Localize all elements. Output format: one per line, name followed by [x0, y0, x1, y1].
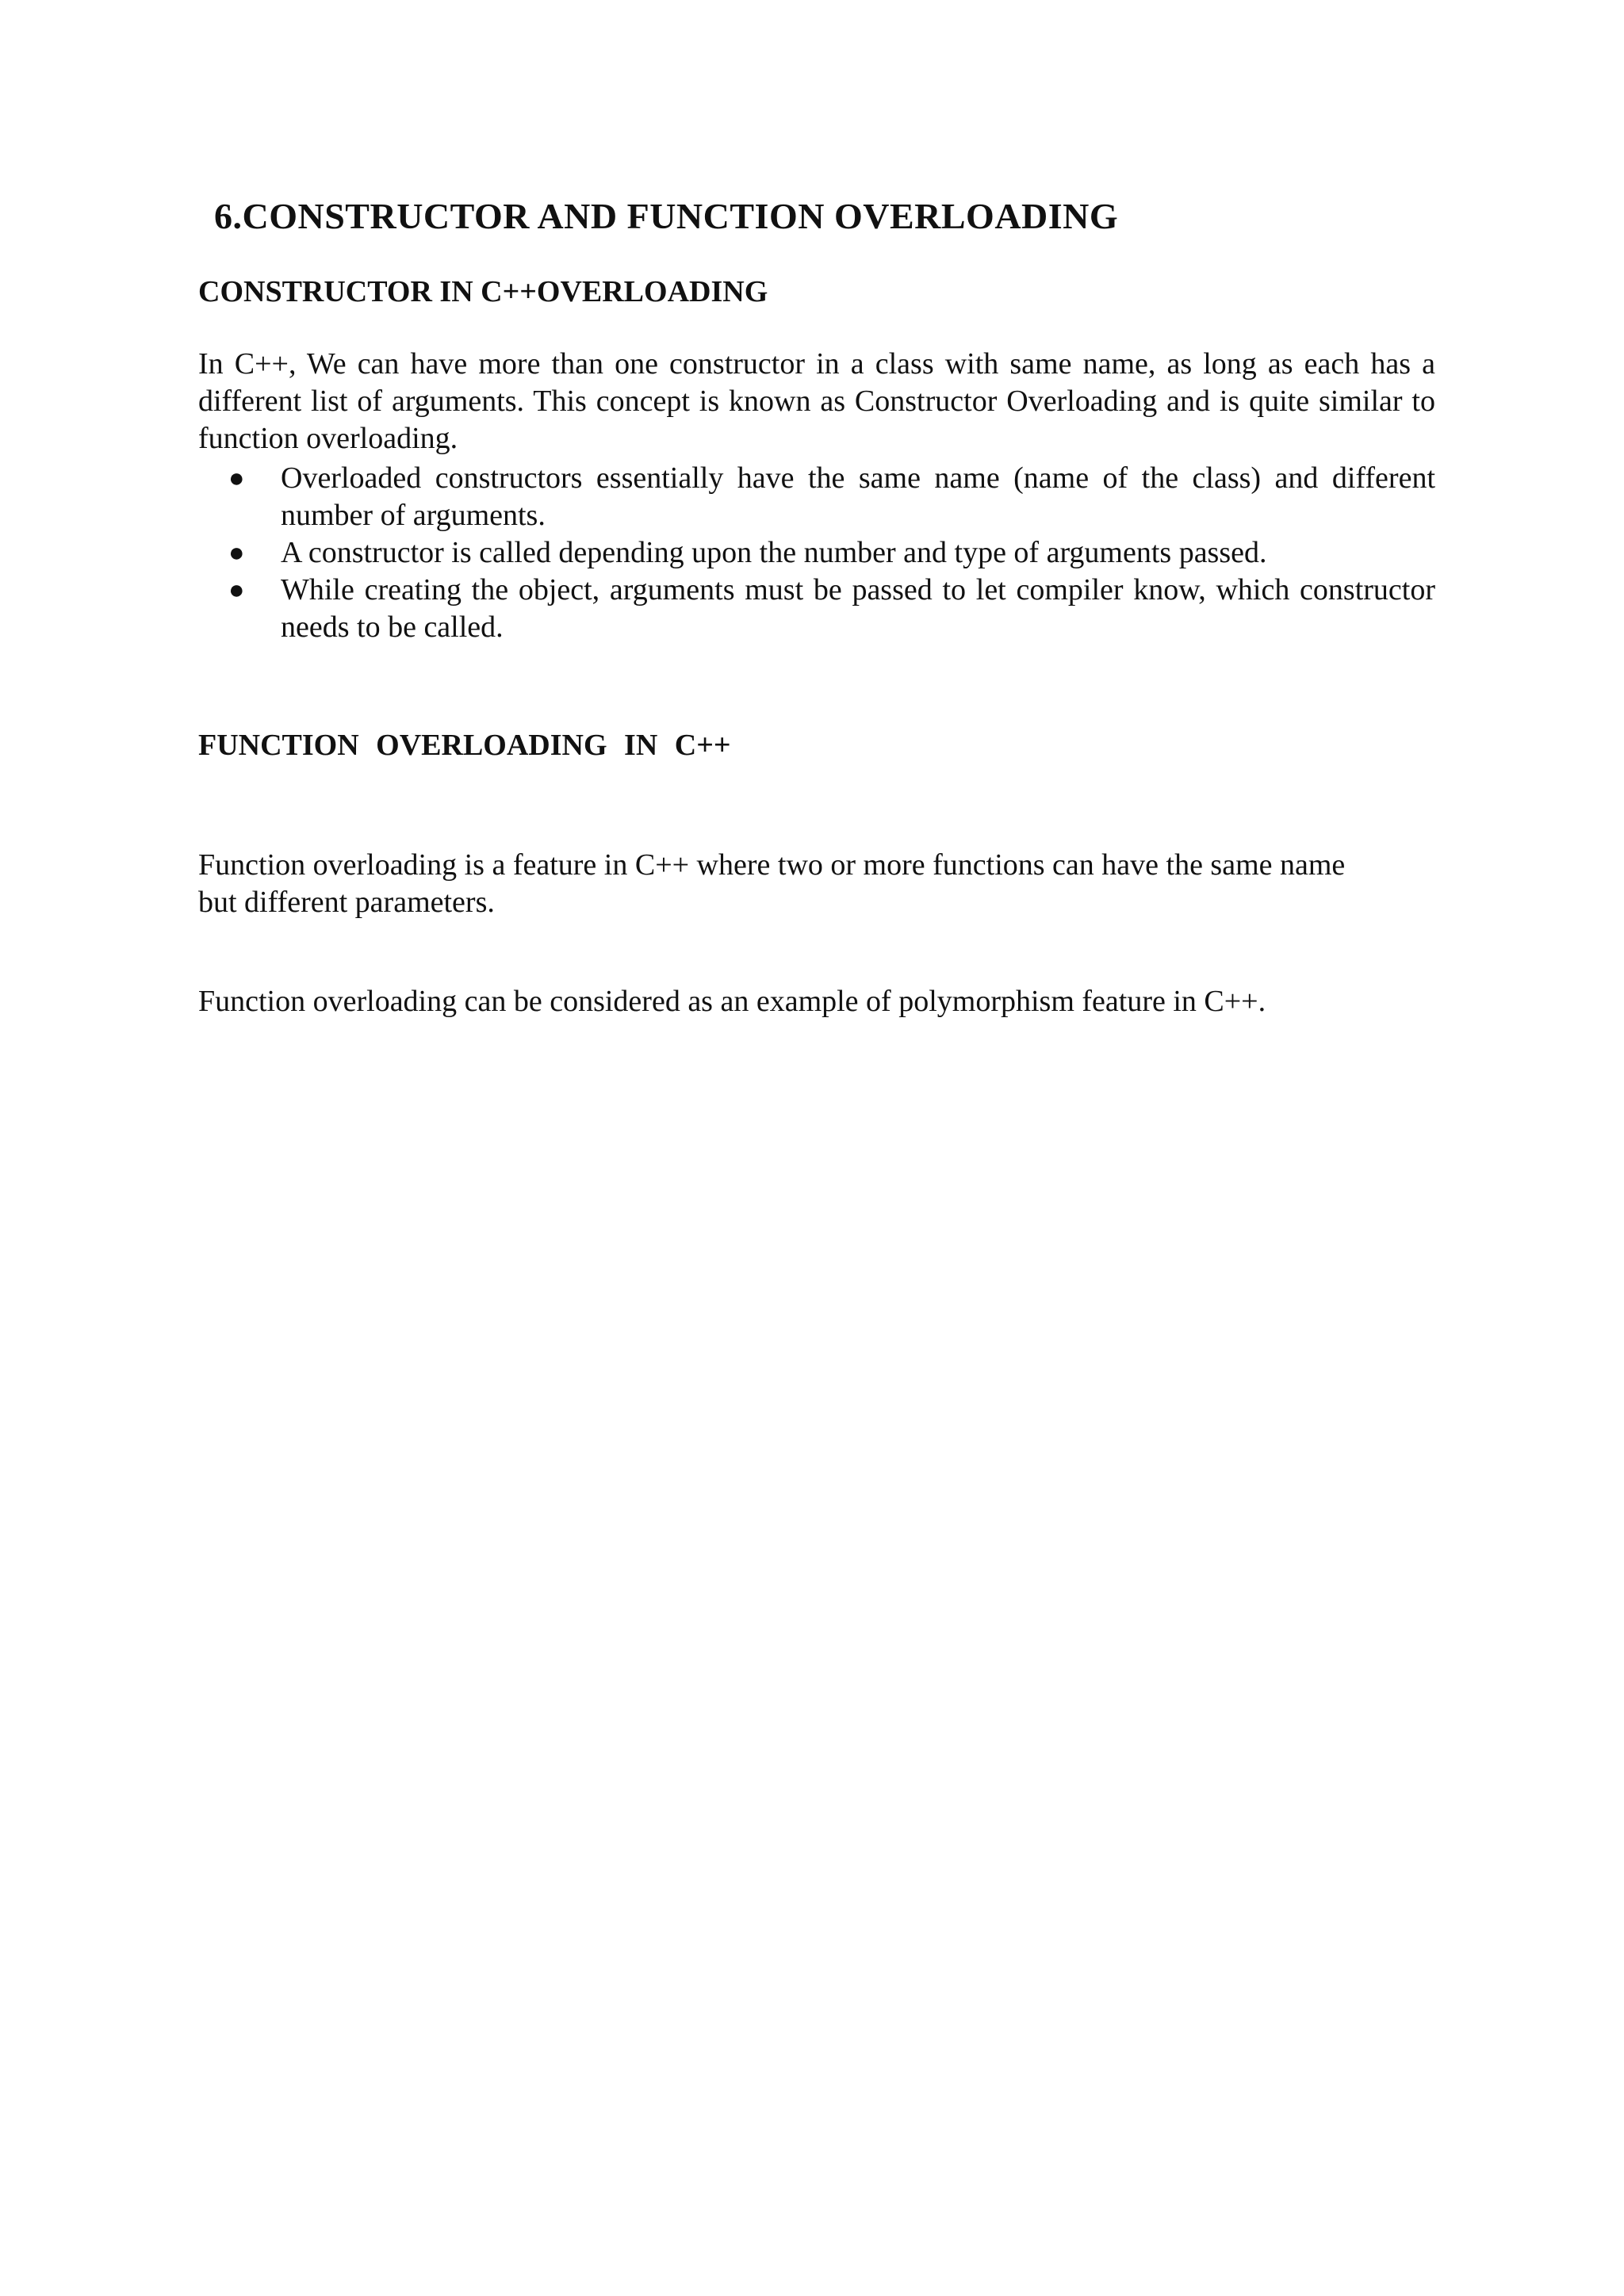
bullet-icon: ● — [228, 538, 245, 568]
section-heading-function-overloading: FUNCTION OVERLOADING IN C++ — [198, 729, 731, 762]
bullet-item — [198, 534, 1435, 572]
bullet-text: Overloaded constructors essentially have the same name (name of the class) and different number of arguments. — [281, 461, 1435, 532]
bullet-icon: ● — [228, 576, 245, 605]
section-heading-constructor-overloading: CONSTRUCTOR IN C++OVERLOADING — [198, 275, 768, 308]
function-overloading-polymorphism-note: Function overloading can be considered as an example of polymorphism feature in C++. — [198, 985, 1266, 1018]
constructor-overloading-intro: In C++, We can have more than one constructor in a class with same name, as long as each has a different list of arguments. This concept is known as Constructor Overloading and is quite similar to function overloading. — [198, 347, 1435, 455]
bullet-text: A constructor is called depending upon the number and type of arguments passed. — [281, 536, 1267, 569]
bullet-item — [198, 460, 1435, 534]
constructor-overloading-bullet-list — [198, 460, 1435, 646]
bullet-icon: ● — [228, 464, 245, 493]
function-overloading-definition: Function overloading is a feature in C++ where two or more functions can have the same name but different parameters. — [198, 848, 1346, 919]
bullet-item — [198, 572, 1435, 646]
bullet-text: While creating the object, arguments must be passed to let compiler know, which constructor needs to be called. — [281, 573, 1435, 644]
chapter-title: 6.CONSTRUCTOR AND FUNCTION OVERLOADING — [214, 196, 1119, 236]
